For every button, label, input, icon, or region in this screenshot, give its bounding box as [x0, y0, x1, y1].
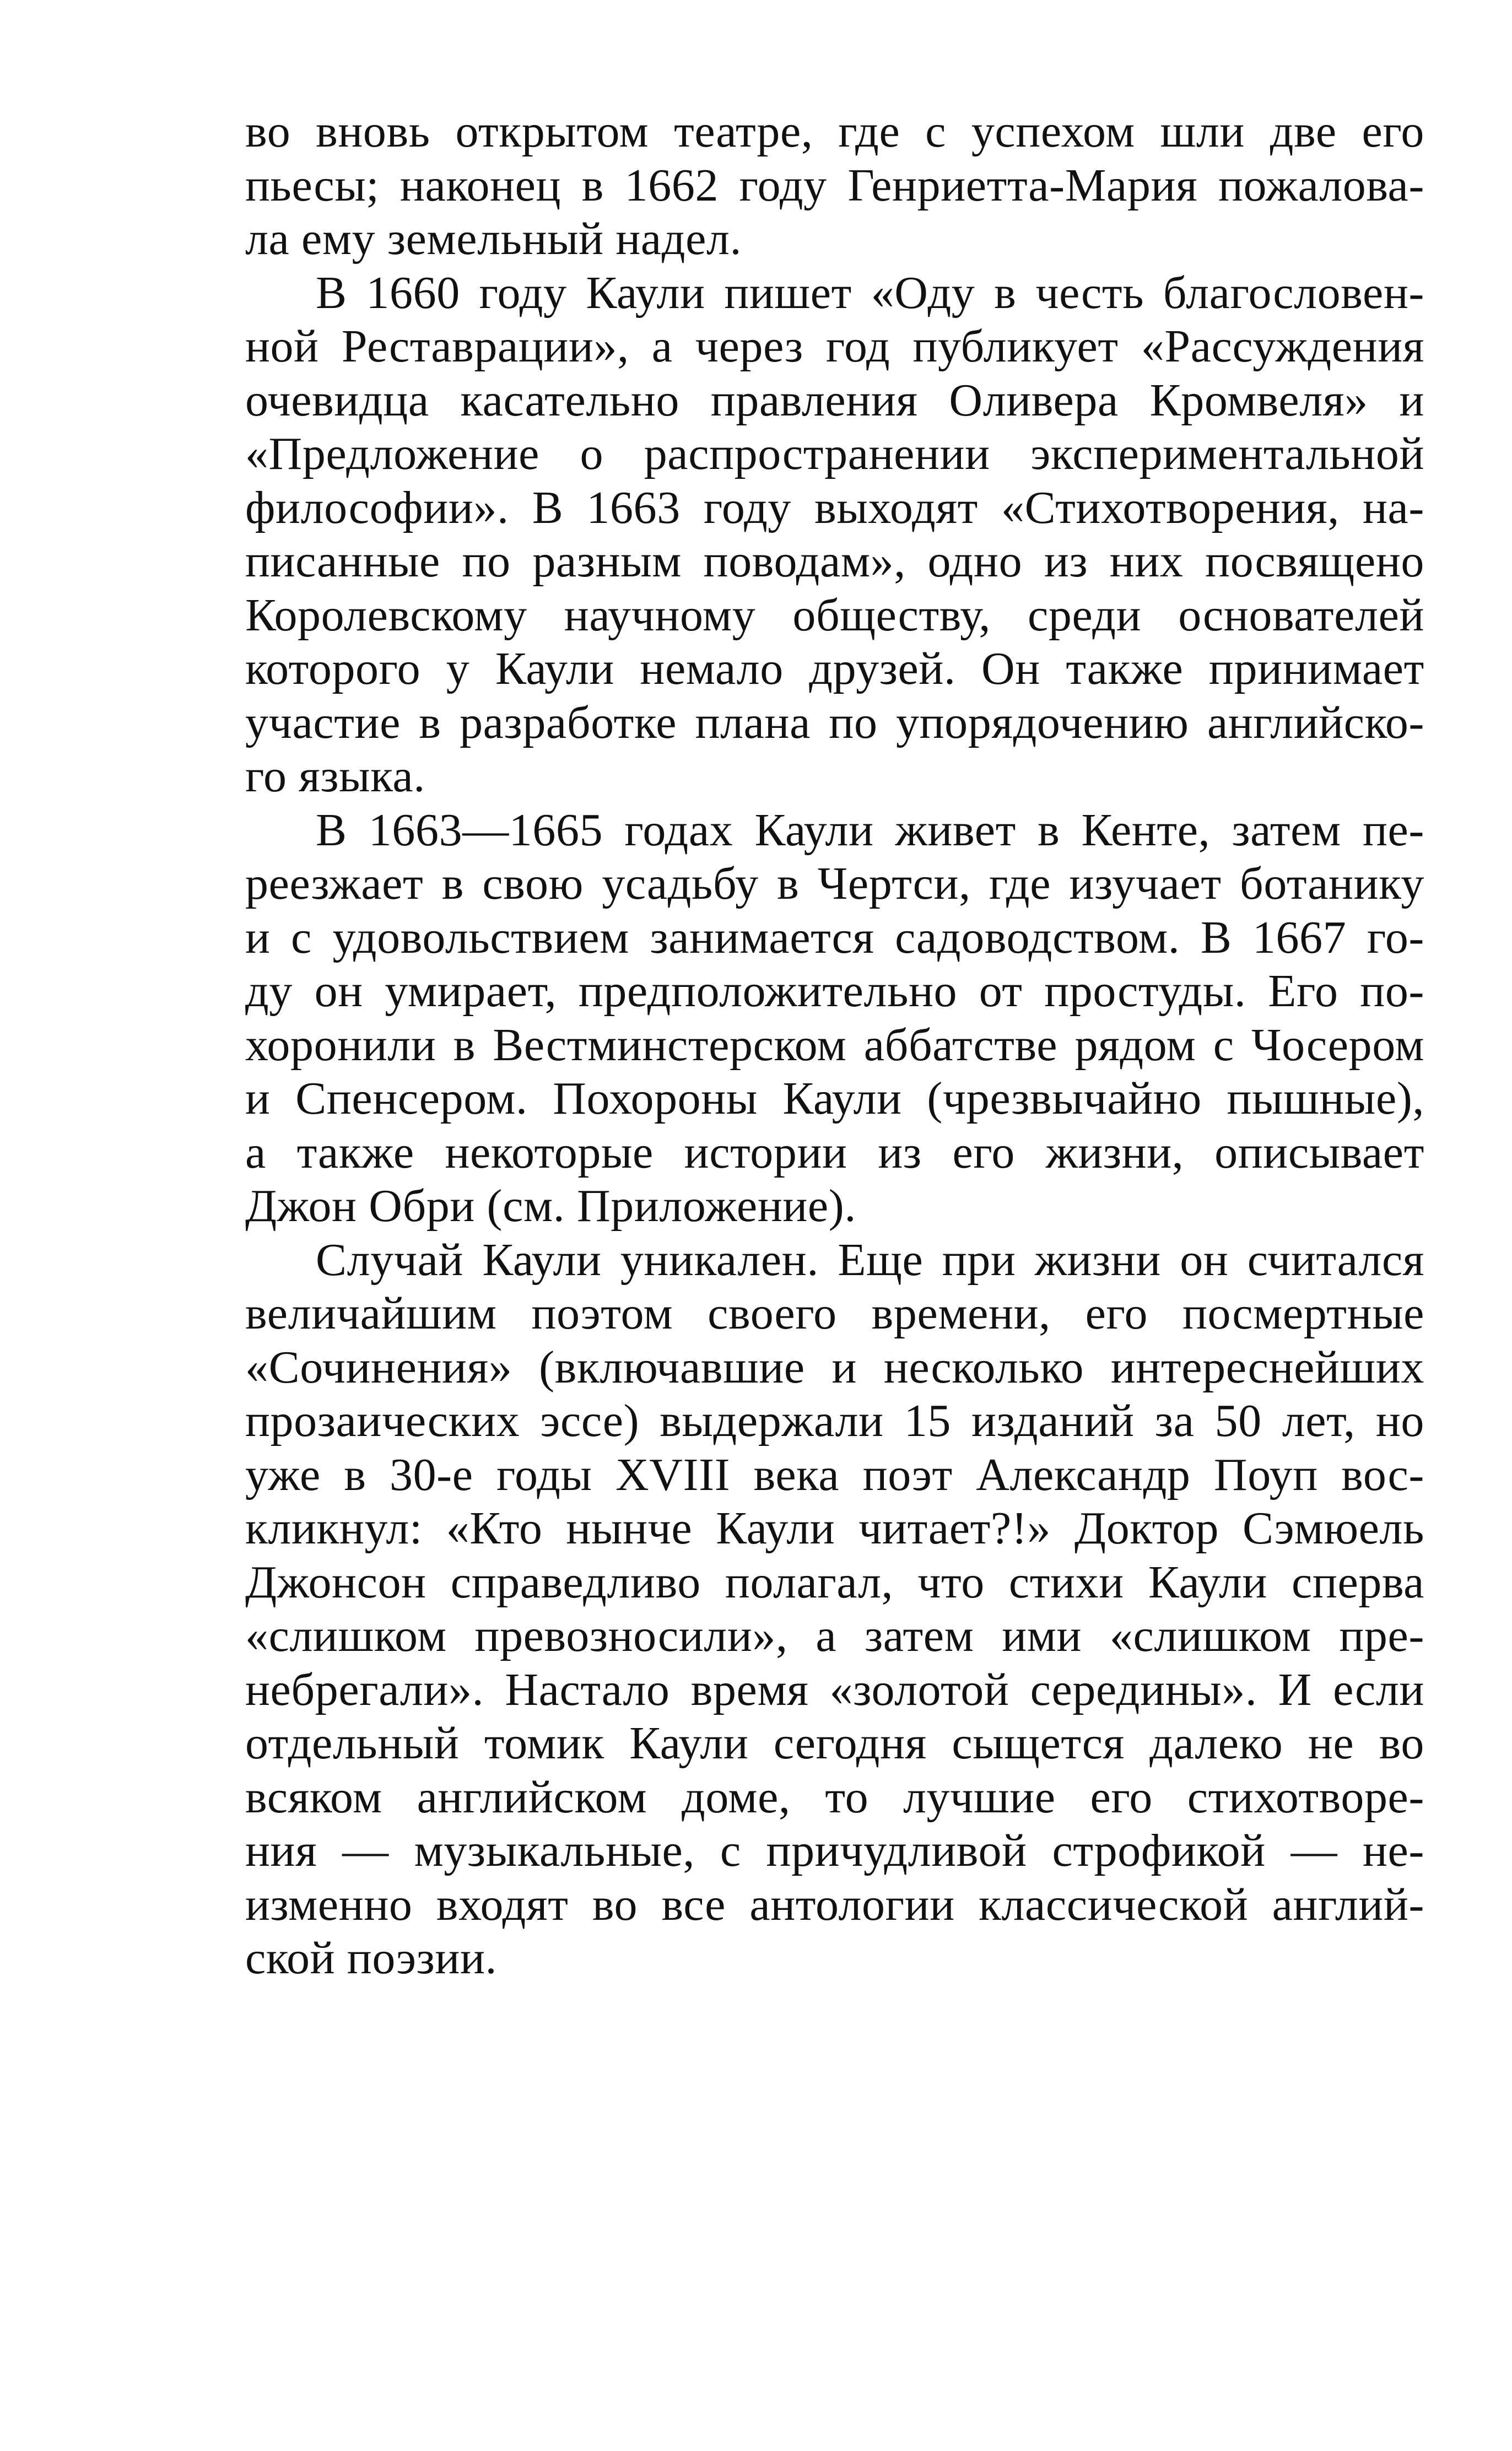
- text-line: во вновь открытом театре, где с успехом шли две его: [245, 106, 1424, 157]
- text-line: ду он умирает, предположительно от простуды. Его по-: [245, 965, 1424, 1017]
- text-line: Случай Каули уникален. Еще при жизни он считался: [316, 1234, 1424, 1286]
- text-line: всяком английском доме, то лучшие его стихотворе-: [245, 1771, 1424, 1823]
- text-line: небрегали». Настало время «золотой середины». И если: [245, 1664, 1424, 1715]
- text-line: «Сочинения» (включавшие и несколько интереснейших: [245, 1341, 1424, 1393]
- text-line: «Предложение о распространении экспериментальной: [245, 428, 1424, 479]
- text-line: очевидца касательно правления Оливера Кромвеля» и: [245, 374, 1424, 426]
- text-line: В 1663—1665 годах Каули живет в Кенте, затем пе-: [316, 804, 1424, 856]
- text-line: величайшим поэтом своего времени, его посмертные: [245, 1288, 1424, 1339]
- paragraph: [245, 105, 1424, 266]
- text-line: отдельный томик Каули сегодня сыщется далеко не во: [245, 1718, 1424, 1769]
- text-line: В 1660 году Каули пишет «Оду в честь благословен-: [316, 267, 1424, 318]
- text-line: которого у Каули немало друзей. Он также принимает: [245, 643, 1424, 694]
- text-line: уже в 30-е годы XVIII века поэт Александр Поуп вос-: [245, 1449, 1424, 1500]
- paragraph: [245, 803, 1424, 1233]
- text-line: хоронили в Вестминстерском аббатстве рядом с Чосером: [245, 1019, 1424, 1071]
- text-line: а также некоторые истории из его жизни, описывает: [245, 1126, 1424, 1178]
- paragraph: [245, 266, 1424, 803]
- text-line: ской поэзии.: [245, 1932, 498, 1984]
- paragraph: [245, 1233, 1424, 1985]
- text-line: «слишком превозносили», а затем ими «слишком пре-: [245, 1610, 1424, 1661]
- text-line: ла ему земельный надел.: [245, 213, 742, 264]
- text-line: прозаических эссе) выдержали 15 изданий за 50 лет, но: [245, 1395, 1424, 1446]
- text-line: Джон Обри (см. Приложение).: [245, 1180, 856, 1232]
- text-line: кликнул: «Кто нынче Каули читает?!» Доктор Сэмюель: [245, 1503, 1424, 1554]
- body-text: [245, 105, 1424, 1985]
- text-line: го языка.: [245, 751, 425, 802]
- text-line: Джонсон справедливо полагал, что стихи Каули сперва: [245, 1556, 1424, 1608]
- text-line: и с удовольствием занимается садоводством. В 1667 го-: [245, 911, 1424, 963]
- text-line: ния — музыкальные, с причудливой строфикой — не-: [245, 1825, 1424, 1876]
- text-line: писанные по разным поводам», одно из них посвящено: [245, 536, 1424, 587]
- text-line: участие в разработке плана по упорядочению английско-: [245, 697, 1424, 748]
- text-line: изменно входят во все антологии классической англий-: [245, 1878, 1424, 1930]
- text-line: пьесы; наконец в 1662 году Генриетта-Мария пожалова-: [245, 159, 1424, 211]
- text-line: философии». В 1663 году выходят «Стихотворения, на-: [245, 482, 1424, 533]
- text-line: реезжает в свою усадьбу в Чертси, где изучает ботанику: [245, 858, 1424, 909]
- text-line: и Спенсером. Похороны Каули (чрезвычайно пышные),: [245, 1073, 1424, 1124]
- text-line: ной Реставрации», а через год публикует «Рассуждения: [245, 321, 1424, 372]
- text-line: Королевскому научному обществу, среди основателей: [245, 589, 1424, 641]
